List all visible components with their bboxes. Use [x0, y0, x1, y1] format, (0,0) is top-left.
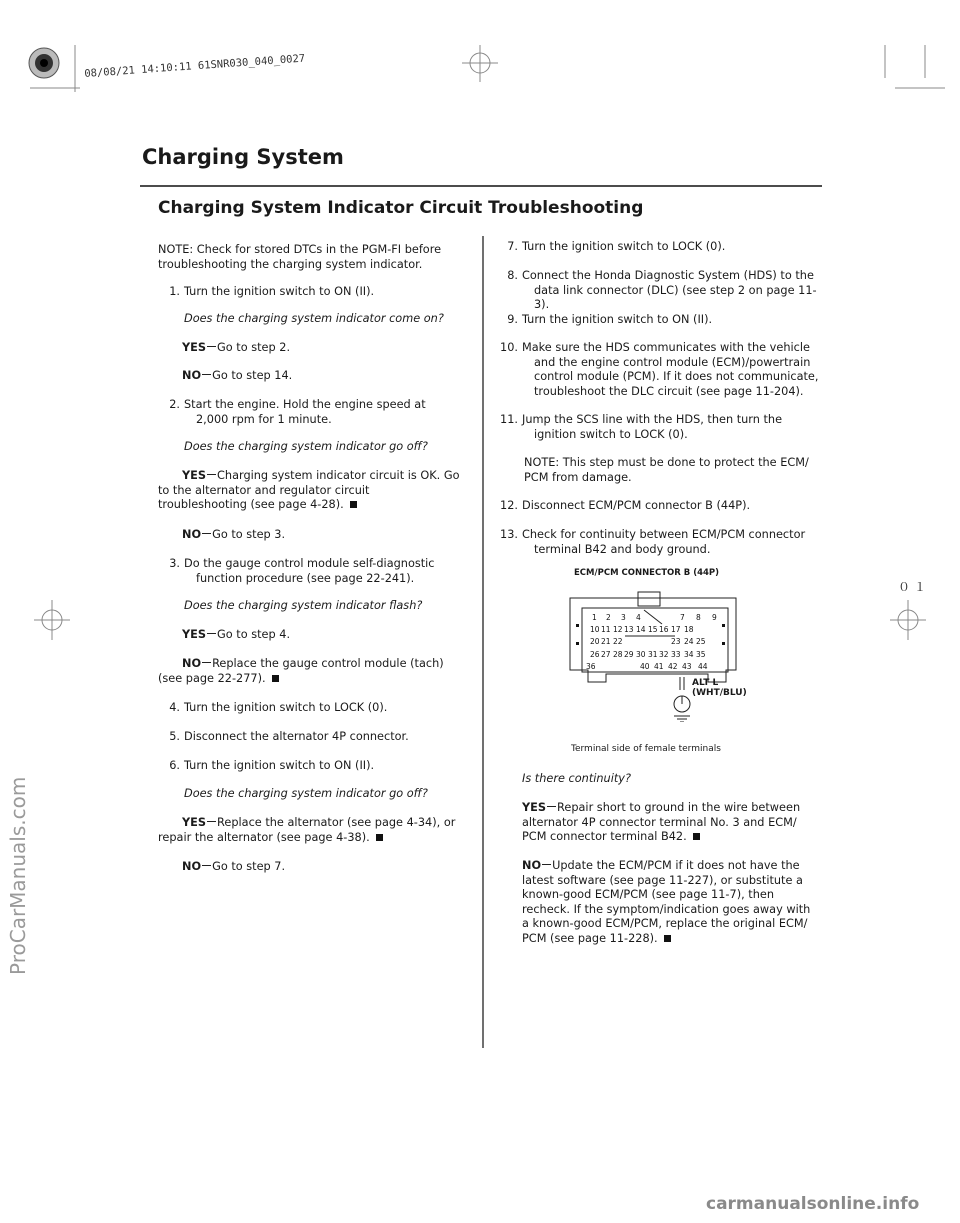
connector-pin-number: 8: [696, 613, 701, 622]
answer-text: repair the alternator (see page 4-38).: [158, 830, 370, 844]
yes-label: YES: [522, 801, 547, 814]
step-11: [496, 413, 826, 485]
note-text: NOTE: This step must be done to protect the ECM/: [524, 456, 809, 470]
page-title: Charging System Indicator Circuit Troubleshooting: [158, 198, 644, 218]
yes-label: YES: [182, 628, 207, 641]
step-text: Turn the ignition switch to ON (II).: [184, 285, 375, 298]
answer-text: Go to step 3.: [212, 528, 286, 541]
connector-pin-number: 20: [590, 637, 600, 646]
step-text: Disconnect ECM/PCM connector B (44P).: [522, 499, 751, 512]
connector-pin-number: 1: [592, 613, 597, 622]
connector-pin-number: 21: [601, 637, 611, 646]
connector-pin-number: 16: [659, 625, 669, 634]
step-text: data link connector (DLC) (see step 2 on page 11-3).: [534, 283, 817, 312]
yes-label: YES: [182, 469, 207, 482]
step-9: [496, 313, 816, 328]
answer-text: Go to step 14.: [212, 369, 293, 382]
answer-text: PCM connector terminal B42.: [522, 830, 687, 844]
step-text: Start the engine. Hold the engine speed at: [184, 398, 426, 411]
step-4: [158, 701, 387, 716]
diagram-title: ECM/PCM CONNECTOR B (44P): [574, 568, 720, 578]
connector-pin-number: 35: [696, 650, 706, 659]
answer-yes: [522, 801, 822, 845]
answer-text: to the alternator and regulator circuit: [158, 483, 370, 497]
answer-text: Go to step 7.: [212, 860, 286, 873]
registration-target-icon: [29, 48, 59, 78]
question-3: Does the charging system indicator flash?: [184, 599, 423, 612]
question-4: Does the charging system indicator go off?: [184, 787, 428, 800]
step-text: Turn the ignition switch to LOCK (0).: [522, 240, 726, 253]
no-label: NO: [182, 369, 202, 382]
connector-pin-number: 13: [624, 625, 634, 634]
question-2: Does the charging system indicator go off?: [184, 440, 428, 453]
connector-pin-number: 25: [696, 637, 706, 646]
step-number: 3.: [169, 557, 180, 570]
step-3: [158, 557, 468, 586]
yes-label: YES: [182, 816, 207, 829]
step-text: Connect the Honda Diagnostic System (HDS) to the: [522, 269, 814, 282]
connector-pin-number: 10: [590, 625, 600, 634]
answer-text: alternator 4P connector terminal No. 3 and ECM/: [522, 815, 797, 829]
answer-no: [522, 859, 822, 947]
step-text: Turn the ignition switch to ON (II).: [522, 313, 713, 326]
answer-text: Replace the alternator (see page 4-34), or: [217, 816, 456, 829]
step-text: 2,000 rpm for 1 minute.: [196, 412, 332, 426]
step-number: 10.: [500, 341, 518, 354]
connector-pin-number: 2: [606, 613, 611, 622]
answer-no: [182, 369, 292, 384]
step-12: [496, 499, 816, 514]
end-mark-icon: [664, 935, 671, 942]
wire-name: ALT L: [692, 678, 719, 688]
connector-pin-number: 11: [601, 625, 611, 634]
answer-yes: [158, 816, 472, 845]
step-text: troubleshoot the DLC circuit (see page 11-204).: [534, 384, 804, 398]
connector-pin-number: 30: [636, 650, 646, 659]
connector-pin-number: 14: [636, 625, 646, 634]
connector-pin-number: 7: [680, 613, 685, 622]
step-text: Jump the SCS line with the HDS, then turn the: [522, 413, 783, 426]
print-stamp: 08/08/21 14:10:11 61SNR030_040_0027: [84, 52, 306, 80]
step-text: terminal B42 and body ground.: [534, 542, 711, 556]
answer-no: [182, 860, 285, 875]
step-1: [158, 285, 468, 300]
side-watermark: ProCarManuals.com: [6, 776, 30, 975]
answer-text: (see page 22-277).: [158, 671, 266, 685]
end-mark-icon: [693, 833, 700, 840]
step-number: 5.: [169, 730, 180, 743]
answer-yes: [182, 341, 290, 356]
step-number: 7.: [507, 240, 518, 253]
margin-mark: ０１: [898, 580, 931, 594]
connector-pin-number: 33: [671, 650, 681, 659]
step-number: 11.: [500, 413, 518, 426]
end-mark-icon: [376, 834, 383, 841]
answer-yes: [182, 628, 290, 643]
step-number: 4.: [169, 701, 180, 714]
connector-pin-number: 23: [671, 637, 681, 646]
section-title: Charging System: [142, 145, 344, 169]
end-mark-icon: [272, 675, 279, 682]
answer-text: PCM (see page 11-228).: [522, 931, 658, 945]
note-text: PCM from damage.: [524, 470, 632, 484]
answer-yes: [158, 469, 472, 513]
answer-text: known-good ECM/PCM (see page 11-7), then: [522, 888, 774, 902]
step-7: [496, 240, 816, 255]
connector-pin-number: 43: [682, 662, 692, 671]
step-10: [496, 341, 826, 399]
step-6: [158, 759, 374, 774]
no-label: NO: [522, 859, 542, 872]
connector-pin-number: 24: [684, 637, 694, 646]
step-text: ignition switch to LOCK (0).: [534, 427, 688, 441]
no-label: NO: [182, 657, 202, 670]
bottom-watermark: carmanualsonline.info: [706, 1194, 920, 1214]
answer-text: Replace the gauge control module (tach): [212, 657, 444, 670]
connector-pin-number: 40: [640, 662, 650, 671]
step-text: Disconnect the alternator 4P connector.: [184, 730, 409, 743]
connector-pin-number: 27: [601, 650, 611, 659]
answer-text: Go to step 2.: [217, 341, 291, 354]
answer-text: Update the ECM/PCM if it does not have the: [552, 859, 800, 872]
answer-text: Charging system indicator circuit is OK. Go: [217, 469, 460, 482]
yes-label: YES: [182, 341, 207, 354]
connector-pin-number: 9: [712, 613, 717, 622]
step-number: 6.: [169, 759, 180, 772]
diagram-caption: Terminal side of female terminals: [571, 744, 721, 754]
no-label: NO: [182, 528, 202, 541]
step-text: and the engine control module (ECM)/powertrain: [534, 355, 811, 369]
step-text: control module (PCM). If it does not communicate,: [534, 370, 819, 384]
answer-text: troubleshooting (see page 4-28).: [158, 498, 344, 512]
connector-pin-number: 42: [668, 662, 678, 671]
connector-pin-number: 32: [659, 650, 669, 659]
question-1: Does the charging system indicator come on?: [184, 312, 444, 325]
connector-pin-number: 26: [590, 650, 600, 659]
step-number: 12.: [500, 499, 518, 512]
connector-pin-number: 4: [636, 613, 641, 622]
step-number: 8.: [507, 269, 518, 282]
wire-label: [692, 678, 747, 698]
step-text: Make sure the HDS communicates with the vehicle: [522, 341, 810, 354]
connector-pin-number: 3: [621, 613, 626, 622]
connector-pin-number: 36: [586, 662, 596, 671]
answer-text: recheck. If the symptom/indication goes away with: [522, 902, 811, 916]
connector-pin-number: 34: [684, 650, 694, 659]
answer-text: Go to step 4.: [217, 628, 291, 641]
step-number: 1.: [169, 285, 180, 298]
question-5: Is there continuity?: [522, 772, 631, 785]
no-label: NO: [182, 860, 202, 873]
step-text: Turn the ignition switch to ON (II).: [184, 759, 375, 772]
answer-no: [158, 657, 472, 686]
connector-pin-number: 15: [648, 625, 658, 634]
connector-pin-number: 22: [613, 637, 623, 646]
step-number: 9.: [507, 313, 518, 326]
connector-pin-number: 12: [613, 625, 623, 634]
step-text: Turn the ignition switch to LOCK (0).: [184, 701, 388, 714]
connector-diagram: [560, 582, 760, 722]
connector-pin-number: 17: [671, 625, 681, 634]
step-text: function procedure (see page 22-241).: [196, 571, 415, 585]
answer-text: a known-good ECM/PCM, replace the original ECM/: [522, 917, 808, 931]
connector-pin-number: 28: [613, 650, 623, 659]
step-number: 2.: [169, 398, 180, 411]
answer-no: [182, 528, 285, 543]
connector-pins: [586, 613, 717, 671]
step-8: [496, 269, 826, 313]
answer-text: Repair short to ground in the wire between: [557, 801, 801, 814]
connector-pin-number: 31: [648, 650, 658, 659]
step-text: Check for continuity between ECM/PCM connector: [522, 528, 806, 541]
connector-pin-number: 18: [684, 625, 694, 634]
answer-text: latest software (see page 11-227), or substitute a: [522, 873, 803, 887]
step-text: Do the gauge control module self-diagnostic: [184, 557, 435, 570]
step-5: [158, 730, 409, 745]
connector-pin-number: 44: [698, 662, 708, 671]
step-2: [158, 398, 468, 427]
connector-pin-number: 29: [624, 650, 634, 659]
side-watermark-wrap: [0, 575, 40, 995]
connector-pin-number: 41: [654, 662, 664, 671]
step-number: 13.: [500, 528, 518, 541]
end-mark-icon: [350, 501, 357, 508]
note-text: NOTE: Check for stored DTCs in the PGM-FI before troubleshooting the charging system indicator.: [158, 243, 442, 271]
step-13: [496, 528, 826, 557]
wire-color: (WHT/BLU): [692, 688, 747, 698]
